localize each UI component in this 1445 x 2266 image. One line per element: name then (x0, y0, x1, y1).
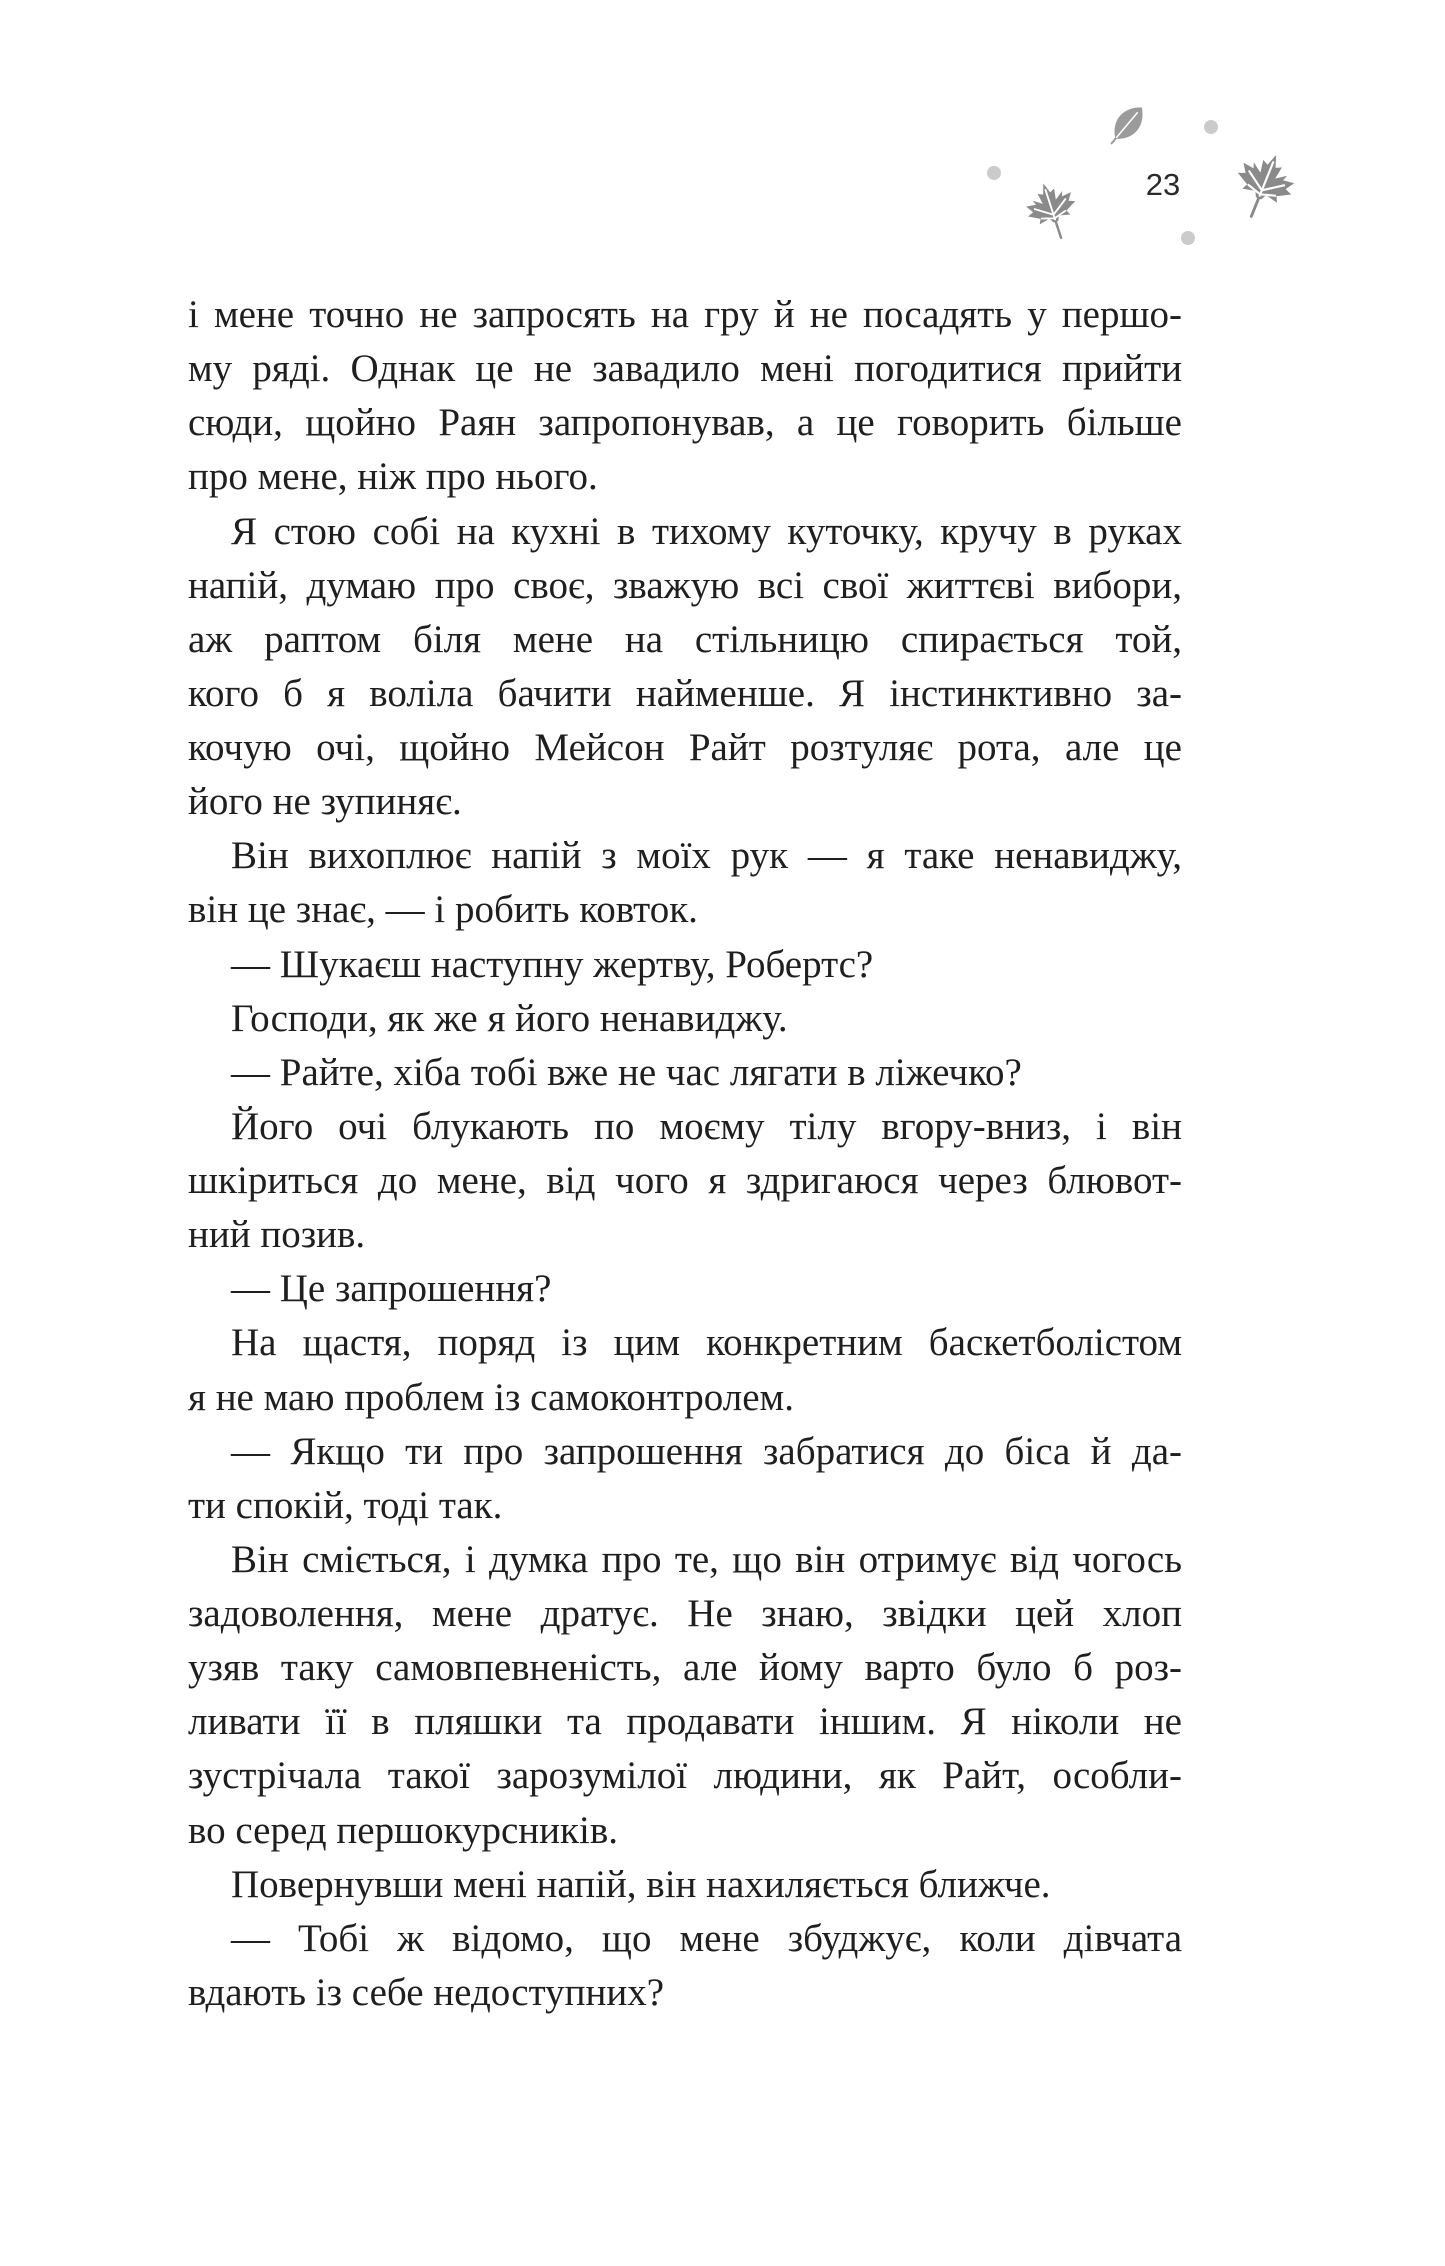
text-line: — Це запрошення? (231, 1267, 552, 1311)
text-line: Він вихоплює напій з моїх рук — я таке ненавиджу, (231, 834, 1182, 878)
text-line: Я стою собі на кухні в тихому куточку, кручу в руках (231, 509, 1182, 553)
decor-dot (987, 166, 1001, 180)
text-line: аж раптом біля мене на стільницю спирається той, (188, 617, 1182, 661)
dialogue-line (188, 1912, 1182, 2020)
text-line: Його очі блукають по моєму тілу вгору-вниз, і він (231, 1104, 1182, 1148)
text-line: — Тобі ж відомо, що мене збуджує, коли дівчата (231, 1916, 1182, 1960)
text-line: кого б я воліла бачити найменше. Я інстинктивно за- (188, 671, 1182, 715)
text-line: му ряді. Однак це не завадило мені погодитися прийти (188, 347, 1182, 391)
text-line: його не зупиняє. (188, 780, 462, 824)
body-text (188, 288, 1182, 2020)
paragraph (188, 829, 1182, 937)
text-line: Господи, як же я його ненавиджу. (231, 996, 788, 1040)
text-line: напій, думаю про своє, зважую всі свої життєві вибори, (188, 563, 1182, 607)
decor-dot (1181, 231, 1195, 245)
text-line: Повернувши мені напій, він нахиляється ближче. (231, 1862, 1051, 1906)
paragraph (188, 992, 1182, 1046)
text-line: зустрічала такої зарозумілої людини, як Райт, особли- (188, 1754, 1182, 1798)
text-line: і мене точно не запросять на гру й не посадять у першо- (188, 293, 1182, 336)
dialogue-line (188, 1425, 1182, 1533)
text-line: я не маю проблем із самоконтролем. (188, 1375, 794, 1419)
paragraph (188, 1100, 1182, 1262)
dialogue-line (188, 1262, 1182, 1316)
paragraph (188, 288, 1182, 505)
text-line: вдають із себе недоступних? (188, 1970, 665, 2014)
paragraph (188, 1316, 1182, 1424)
text-line: — Райте, хіба тобі вже не час лягати в ліжечко? (231, 1050, 1022, 1094)
text-line: узяв таку самовпевненість, але йому варто було б роз- (188, 1646, 1182, 1690)
text-line: ливати її в пляшки та продавати іншим. Я ніколи не (188, 1700, 1182, 1744)
decor-dot (1204, 120, 1218, 134)
dialogue-line (188, 938, 1182, 992)
paragraph (188, 1858, 1182, 1912)
dialogue-line (188, 1046, 1182, 1100)
text-line: він це знає, — і робить ковток. (188, 888, 698, 932)
maple-leaf-icon (1225, 144, 1303, 227)
text-line: — Шукаєш наступну жертву, Робертс? (231, 942, 874, 986)
text-line: — Якщо ти про запрошення забратися до біса й да- (231, 1429, 1182, 1473)
text-line: во серед першокурсників. (188, 1808, 618, 1852)
page-number: 23 (1145, 167, 1181, 202)
text-line: ний позив. (188, 1213, 366, 1257)
text-line: На щастя, поряд із цим конкретним баскетболістом (231, 1321, 1182, 1365)
text-line: шкіриться до мене, від чого я здригаюся через блювот- (188, 1159, 1182, 1202)
text-line: задоволення, мене дратує. Не знаю, звідки цей хлоп (188, 1592, 1182, 1635)
text-line: Він сміється, і думка про те, що він отримує від чогось (231, 1537, 1182, 1581)
paragraph (188, 1533, 1182, 1858)
leaf-icon (1103, 100, 1150, 150)
text-line: сюди, щойно Раян запропонував, а це говорить більше (188, 401, 1182, 445)
text-line: кочую очі, щойно Мейсон Райт розтуляє рота, але це (188, 726, 1182, 769)
text-line: про мене, ніж про нього. (188, 455, 598, 499)
paragraph (188, 505, 1182, 830)
maple-leaf-icon (1020, 176, 1085, 246)
text-line: ти спокій, тоді так. (188, 1483, 503, 1527)
